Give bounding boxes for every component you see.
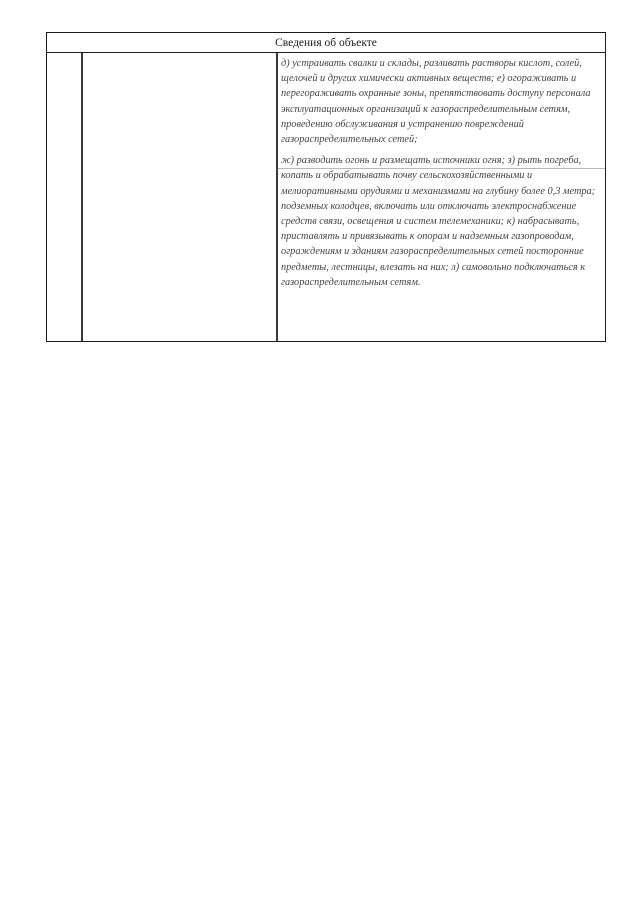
restrictions-paragraph-1: д) устраивать свалки и склады, разливать растворы кислот, солей, щелочей и других химически активных веществ; е) огораживать и перегораживать охранные зоны, препятствовать доступу персонала эксплуатационных организаций к газораспределительным сетям, проведению обслуживания и устранению повреждений газораспределительных сетей; [281,58,591,146]
row-value-cell [278,53,605,341]
object-info-table [46,32,606,342]
cell-divider [278,168,605,169]
table-header: Сведения об объекте [47,33,605,53]
row-number-cell [47,53,83,341]
restrictions-paragraph-2: ж) разводить огонь и размещать источники огня; з) рыть погреба, копать и обрабатывать почву сельскохозяйственными и мелиоративными орудиями и механизмами на глубину более 0,3 метра; подземных колодцев, включать или отключать электроснабжение средств связи, освещения и систем телемеханики; к) набрасывать, приставлять и привязывать к опорам и надземным газопроводам, ограждениям и зданиям газораспределительных сетей посторонние предметы, лестницы, влезать на них; л) самовольно подключаться к газораспределительным сетям. [281,155,596,288]
table-row [47,53,605,341]
row-label-cell [83,53,278,341]
